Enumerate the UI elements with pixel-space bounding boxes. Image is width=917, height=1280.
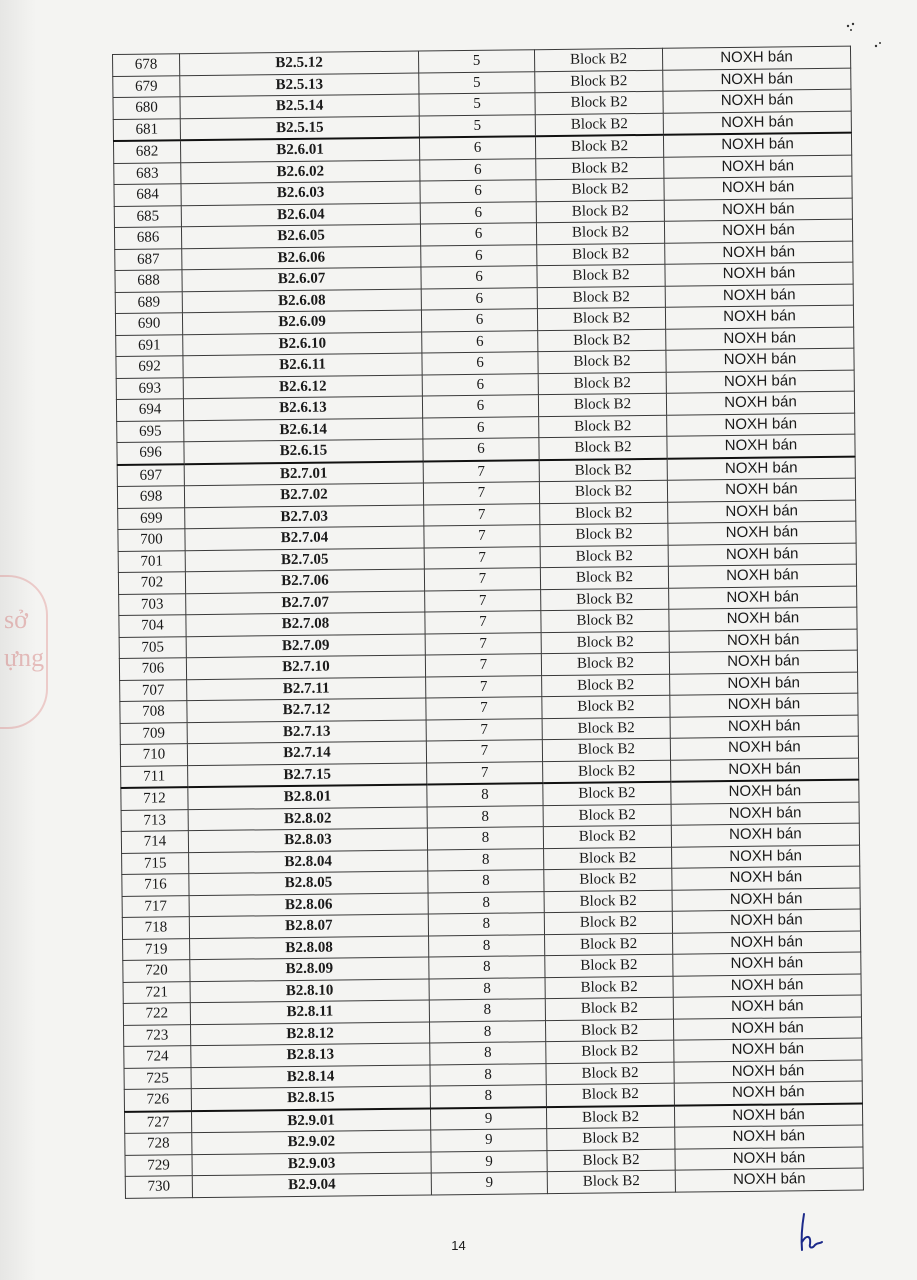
block-cell: Block B2 bbox=[547, 1170, 675, 1193]
block-cell: Block B2 bbox=[537, 264, 665, 287]
housing-type-cell: NOXH bán bbox=[674, 1038, 862, 1062]
housing-type-cell: NOXH bán bbox=[670, 736, 858, 760]
apartment-code-cell: B2.7.05 bbox=[185, 547, 424, 571]
apartment-code-cell: B2.8.03 bbox=[188, 828, 427, 852]
floor-cell: 7 bbox=[424, 525, 540, 548]
housing-type-cell: NOXH bán bbox=[669, 607, 857, 631]
apartment-code-cell: B2.6.08 bbox=[182, 289, 421, 313]
housing-type-cell: NOXH bán bbox=[665, 305, 853, 329]
row-number-cell: 730 bbox=[125, 1176, 192, 1198]
block-cell: Block B2 bbox=[545, 997, 673, 1020]
apartment-code-cell: B2.8.14 bbox=[191, 1064, 430, 1088]
apartment-code-cell: B2.9.04 bbox=[192, 1173, 431, 1197]
row-number-cell: 709 bbox=[120, 722, 187, 744]
block-cell: Block B2 bbox=[539, 458, 667, 481]
row-number-cell: 720 bbox=[123, 960, 190, 982]
floor-cell: 7 bbox=[425, 611, 541, 634]
row-number-cell: 700 bbox=[118, 529, 185, 551]
floor-cell: 6 bbox=[421, 244, 537, 267]
apartment-code-cell: B2.6.01 bbox=[180, 138, 419, 163]
apartment-code-cell: B2.7.14 bbox=[187, 741, 426, 765]
housing-type-cell: NOXH bán bbox=[673, 974, 861, 998]
floor-cell: 8 bbox=[429, 999, 545, 1022]
apartment-code-cell: B2.6.14 bbox=[184, 417, 423, 441]
block-cell: Block B2 bbox=[544, 847, 672, 870]
floor-cell: 6 bbox=[419, 136, 535, 159]
housing-type-cell: NOXH bán bbox=[672, 888, 860, 912]
block-cell: Block B2 bbox=[544, 890, 672, 913]
housing-type-cell: NOXH bán bbox=[671, 780, 859, 804]
housing-type-cell: NOXH bán bbox=[665, 241, 853, 265]
floor-cell: 8 bbox=[428, 870, 544, 893]
row-number-cell: 713 bbox=[121, 809, 188, 831]
apartment-code-cell: B2.7.11 bbox=[187, 676, 426, 700]
row-number-cell: 729 bbox=[125, 1154, 192, 1176]
row-number-cell: 691 bbox=[116, 334, 183, 356]
block-cell: Block B2 bbox=[539, 480, 667, 503]
block-cell: Block B2 bbox=[543, 825, 671, 848]
floor-cell: 7 bbox=[426, 675, 542, 698]
housing-type-cell: NOXH bán bbox=[662, 46, 850, 70]
floor-cell: 7 bbox=[426, 697, 542, 720]
block-cell: Block B2 bbox=[541, 588, 669, 611]
floor-cell: 7 bbox=[425, 654, 541, 677]
housing-type-cell: NOXH bán bbox=[664, 219, 852, 243]
block-cell: Block B2 bbox=[536, 200, 664, 223]
floor-cell: 8 bbox=[429, 977, 545, 1000]
floor-cell: 6 bbox=[420, 158, 536, 181]
apartment-code-cell: B2.8.11 bbox=[190, 1000, 429, 1024]
row-number-cell: 722 bbox=[123, 1003, 190, 1025]
housing-type-cell: NOXH bán bbox=[664, 198, 852, 222]
floor-cell: 7 bbox=[424, 568, 540, 591]
row-number-cell: 701 bbox=[118, 550, 185, 572]
apartment-code-cell: B2.6.11 bbox=[183, 353, 422, 377]
housing-type-cell: NOXH bán bbox=[671, 758, 859, 782]
apartment-code-cell: B2.7.12 bbox=[187, 698, 426, 722]
housing-type-cell: NOXH bán bbox=[667, 478, 855, 502]
housing-type-cell: NOXH bán bbox=[666, 370, 854, 394]
floor-cell: 7 bbox=[424, 546, 540, 569]
row-number-cell: 703 bbox=[119, 593, 186, 615]
housing-type-cell: NOXH bán bbox=[675, 1125, 863, 1149]
apartment-code-cell: B2.6.07 bbox=[182, 267, 421, 291]
housing-type-cell: NOXH bán bbox=[666, 327, 854, 351]
housing-type-cell: NOXH bán bbox=[672, 845, 860, 869]
block-cell: Block B2 bbox=[543, 782, 671, 805]
floor-cell: 7 bbox=[423, 460, 539, 483]
row-number-cell: 688 bbox=[115, 270, 182, 292]
floor-cell: 6 bbox=[422, 395, 538, 418]
floor-cell: 8 bbox=[427, 827, 543, 850]
block-cell: Block B2 bbox=[537, 286, 665, 309]
row-number-cell: 686 bbox=[114, 227, 181, 249]
apartment-code-cell: B2.7.01 bbox=[184, 461, 423, 486]
row-number-cell: 678 bbox=[113, 54, 180, 76]
floor-cell: 8 bbox=[430, 1085, 546, 1108]
block-cell: Block B2 bbox=[541, 609, 669, 632]
apartment-list-table bbox=[112, 46, 864, 1199]
row-number-cell: 697 bbox=[117, 464, 184, 487]
floor-cell: 8 bbox=[427, 805, 543, 828]
row-number-cell: 689 bbox=[115, 291, 182, 313]
floor-cell: 6 bbox=[420, 180, 536, 203]
housing-type-cell: NOXH bán bbox=[666, 348, 854, 372]
row-number-cell: 716 bbox=[122, 874, 189, 896]
apartment-code-cell: B2.6.06 bbox=[182, 246, 421, 270]
housing-type-cell: NOXH bán bbox=[670, 715, 858, 739]
floor-cell: 6 bbox=[422, 330, 538, 353]
apartment-code-cell: B2.9.02 bbox=[192, 1130, 431, 1154]
floor-cell: 6 bbox=[422, 373, 538, 396]
housing-type-cell: NOXH bán bbox=[663, 89, 851, 113]
floor-cell: 5 bbox=[419, 71, 535, 94]
row-number-cell: 717 bbox=[122, 895, 189, 917]
floor-cell: 8 bbox=[428, 848, 544, 871]
stamp-text-2: ựng bbox=[4, 643, 45, 672]
block-cell: Block B2 bbox=[537, 243, 665, 266]
block-cell: Block B2 bbox=[540, 566, 668, 589]
row-number-cell: 687 bbox=[115, 248, 182, 270]
row-number-cell: 696 bbox=[117, 442, 184, 465]
apartment-code-cell: B2.6.05 bbox=[181, 224, 420, 248]
page-number: 14 bbox=[451, 1238, 466, 1253]
floor-cell: 8 bbox=[430, 1063, 546, 1086]
apartment-code-cell: B2.7.10 bbox=[186, 655, 425, 679]
row-number-cell: 695 bbox=[117, 420, 184, 442]
apartment-code-cell: B2.8.12 bbox=[191, 1021, 430, 1045]
floor-cell: 7 bbox=[426, 718, 542, 741]
housing-type-cell: NOXH bán bbox=[663, 133, 851, 157]
apartment-code-cell: B2.6.10 bbox=[183, 332, 422, 356]
apartment-code-cell: B2.7.15 bbox=[188, 762, 427, 787]
row-number-cell: 714 bbox=[121, 831, 188, 853]
floor-cell: 8 bbox=[430, 1042, 546, 1065]
block-cell: Block B2 bbox=[545, 933, 673, 956]
floor-cell: 6 bbox=[421, 287, 537, 310]
block-cell: Block B2 bbox=[540, 545, 668, 568]
block-cell: Block B2 bbox=[546, 1105, 674, 1128]
row-number-cell: 699 bbox=[118, 507, 185, 529]
housing-type-cell: NOXH bán bbox=[671, 802, 859, 826]
floor-cell: 8 bbox=[429, 1020, 545, 1043]
housing-type-cell: NOXH bán bbox=[672, 866, 860, 890]
row-number-cell: 708 bbox=[120, 701, 187, 723]
block-cell: Block B2 bbox=[535, 135, 663, 158]
floor-cell: 8 bbox=[429, 956, 545, 979]
block-cell: Block B2 bbox=[543, 804, 671, 827]
apartment-code-cell: B2.6.12 bbox=[183, 375, 422, 399]
row-number-cell: 685 bbox=[114, 205, 181, 227]
floor-cell: 7 bbox=[426, 740, 542, 763]
block-cell: Block B2 bbox=[536, 178, 664, 201]
row-number-cell: 711 bbox=[121, 765, 188, 788]
floor-cell: 5 bbox=[419, 93, 535, 116]
row-number-cell: 724 bbox=[124, 1046, 191, 1068]
floor-cell: 8 bbox=[427, 783, 543, 806]
housing-type-cell: NOXH bán bbox=[667, 413, 855, 437]
floor-cell: 6 bbox=[420, 201, 536, 224]
block-cell: Block B2 bbox=[535, 70, 663, 93]
block-cell: Block B2 bbox=[544, 868, 672, 891]
block-cell: Block B2 bbox=[538, 329, 666, 352]
floor-cell: 8 bbox=[428, 913, 544, 936]
red-stamp-fragment bbox=[0, 575, 48, 729]
apartment-code-cell: B2.8.06 bbox=[189, 892, 428, 916]
apartment-code-cell: B2.8.07 bbox=[189, 914, 428, 938]
apartment-code-cell: B2.9.01 bbox=[191, 1108, 430, 1133]
block-cell: Block B2 bbox=[534, 48, 662, 71]
housing-type-cell: NOXH bán bbox=[673, 1017, 861, 1041]
floor-cell: 7 bbox=[424, 503, 540, 526]
apartment-code-cell: B2.5.15 bbox=[180, 116, 419, 141]
row-number-cell: 706 bbox=[119, 658, 186, 680]
row-number-cell: 707 bbox=[120, 679, 187, 701]
row-number-cell: 710 bbox=[120, 744, 187, 766]
floor-cell: 5 bbox=[419, 114, 535, 137]
block-cell: Block B2 bbox=[545, 954, 673, 977]
apartment-code-cell: B2.9.03 bbox=[192, 1151, 431, 1175]
row-number-cell: 719 bbox=[123, 938, 190, 960]
housing-type-cell: NOXH bán bbox=[673, 952, 861, 976]
row-number-cell: 704 bbox=[119, 615, 186, 637]
row-number-cell: 705 bbox=[119, 636, 186, 658]
row-number-cell: 702 bbox=[118, 572, 185, 594]
housing-type-cell: NOXH bán bbox=[665, 284, 853, 308]
block-cell: Block B2 bbox=[537, 307, 665, 330]
floor-cell: 7 bbox=[423, 482, 539, 505]
row-number-cell: 679 bbox=[113, 75, 180, 97]
apartment-code-cell: B2.6.15 bbox=[184, 439, 423, 464]
housing-type-cell: NOXH bán bbox=[675, 1147, 863, 1171]
row-number-cell: 684 bbox=[114, 184, 181, 206]
row-number-cell: 690 bbox=[115, 313, 182, 335]
block-cell: Block B2 bbox=[539, 436, 667, 459]
housing-type-cell: NOXH bán bbox=[674, 1081, 862, 1105]
apartment-code-cell: B2.6.09 bbox=[182, 310, 421, 334]
table-body bbox=[113, 46, 864, 1198]
housing-type-cell: NOXH bán bbox=[667, 456, 855, 480]
row-number-cell: 725 bbox=[124, 1067, 191, 1089]
apartment-code-cell: B2.6.03 bbox=[181, 181, 420, 205]
block-cell: Block B2 bbox=[547, 1149, 675, 1172]
housing-type-cell: NOXH bán bbox=[674, 1060, 862, 1084]
floor-cell: 7 bbox=[427, 761, 543, 784]
row-number-cell: 727 bbox=[124, 1111, 191, 1134]
block-cell: Block B2 bbox=[541, 652, 669, 675]
block-cell: Block B2 bbox=[544, 911, 672, 934]
apartment-code-cell: B2.7.06 bbox=[185, 569, 424, 593]
apartment-code-cell: B2.6.02 bbox=[181, 160, 420, 184]
housing-type-cell: NOXH bán bbox=[664, 155, 852, 179]
apartment-code-cell: B2.7.02 bbox=[184, 483, 423, 507]
block-cell: Block B2 bbox=[540, 523, 668, 546]
housing-type-cell: NOXH bán bbox=[663, 111, 851, 135]
block-cell: Block B2 bbox=[538, 393, 666, 416]
block-cell: Block B2 bbox=[542, 674, 670, 697]
apartment-code-cell: B2.8.15 bbox=[191, 1086, 430, 1111]
block-cell: Block B2 bbox=[536, 157, 664, 180]
apartment-code-cell: B2.5.13 bbox=[180, 73, 419, 97]
apartment-code-cell: B2.8.04 bbox=[189, 849, 428, 873]
block-cell: Block B2 bbox=[546, 1062, 674, 1085]
block-cell: Block B2 bbox=[545, 1019, 673, 1042]
apartment-code-cell: B2.7.13 bbox=[187, 719, 426, 743]
row-number-cell: 682 bbox=[113, 140, 180, 163]
row-number-cell: 681 bbox=[113, 118, 180, 141]
apartment-code-cell: B2.6.04 bbox=[181, 203, 420, 227]
apartment-code-cell: B2.7.03 bbox=[185, 504, 424, 528]
row-number-cell: 683 bbox=[114, 162, 181, 184]
apartment-code-cell: B2.8.05 bbox=[189, 871, 428, 895]
housing-type-cell: NOXH bán bbox=[666, 391, 854, 415]
apartment-code-cell: B2.7.09 bbox=[186, 633, 425, 657]
apartment-code-cell: B2.8.09 bbox=[190, 957, 429, 981]
housing-type-cell: NOXH bán bbox=[673, 995, 861, 1019]
floor-cell: 7 bbox=[425, 589, 541, 612]
apartment-code-cell: B2.7.04 bbox=[185, 526, 424, 550]
housing-type-cell: NOXH bán bbox=[667, 434, 855, 458]
apartment-code-cell: B2.5.12 bbox=[180, 51, 419, 75]
floor-cell: 6 bbox=[423, 438, 539, 461]
block-cell: Block B2 bbox=[542, 717, 670, 740]
row-number-cell: 712 bbox=[121, 787, 188, 810]
row-number-cell: 721 bbox=[123, 981, 190, 1003]
floor-cell: 6 bbox=[423, 416, 539, 439]
floor-cell: 9 bbox=[431, 1129, 547, 1152]
housing-type-cell: NOXH bán bbox=[669, 586, 857, 610]
floor-cell: 9 bbox=[431, 1150, 547, 1173]
stamp-text-1: sở bbox=[4, 605, 28, 634]
floor-cell: 9 bbox=[431, 1172, 547, 1195]
apartment-code-cell: B2.8.10 bbox=[190, 978, 429, 1002]
housing-type-cell: NOXH bán bbox=[675, 1168, 863, 1192]
floor-cell: 7 bbox=[425, 632, 541, 655]
apartment-code-cell: B2.5.14 bbox=[180, 94, 419, 118]
block-cell: Block B2 bbox=[539, 415, 667, 438]
block-cell: Block B2 bbox=[535, 91, 663, 114]
block-cell: Block B2 bbox=[546, 1040, 674, 1063]
block-cell: Block B2 bbox=[536, 221, 664, 244]
housing-type-cell: NOXH bán bbox=[673, 931, 861, 955]
row-number-cell: 693 bbox=[116, 377, 183, 399]
row-number-cell: 694 bbox=[116, 399, 183, 421]
housing-type-cell: NOXH bán bbox=[668, 521, 856, 545]
block-cell: Block B2 bbox=[546, 1083, 674, 1106]
apartment-code-cell: B2.8.13 bbox=[191, 1043, 430, 1067]
housing-type-cell: NOXH bán bbox=[663, 68, 851, 92]
row-number-cell: 715 bbox=[122, 852, 189, 874]
block-cell: Block B2 bbox=[541, 631, 669, 654]
floor-cell: 6 bbox=[422, 352, 538, 375]
housing-type-cell: NOXH bán bbox=[668, 543, 856, 567]
housing-type-cell: NOXH bán bbox=[669, 629, 857, 653]
housing-type-cell: NOXH bán bbox=[674, 1103, 862, 1127]
housing-type-cell: NOXH bán bbox=[668, 564, 856, 588]
housing-type-cell: NOXH bán bbox=[664, 176, 852, 200]
block-cell: Block B2 bbox=[542, 738, 670, 761]
housing-type-cell: NOXH bán bbox=[670, 693, 858, 717]
block-cell: Block B2 bbox=[538, 372, 666, 395]
handwritten-initial-signature bbox=[798, 1212, 828, 1252]
row-number-cell: 726 bbox=[124, 1089, 191, 1112]
apartment-code-cell: B2.8.02 bbox=[188, 806, 427, 830]
apartment-code-cell: B2.7.08 bbox=[186, 612, 425, 636]
row-number-cell: 692 bbox=[116, 356, 183, 378]
floor-cell: 8 bbox=[429, 934, 545, 957]
apartment-code-cell: B2.8.08 bbox=[190, 935, 429, 959]
apartment-code-cell: B2.8.01 bbox=[188, 784, 427, 809]
row-number-cell: 680 bbox=[113, 97, 180, 119]
floor-cell: 5 bbox=[418, 50, 534, 73]
block-cell: Block B2 bbox=[538, 350, 666, 373]
row-number-cell: 723 bbox=[124, 1024, 191, 1046]
housing-type-cell: NOXH bán bbox=[671, 823, 859, 847]
apartment-code-cell: B2.7.07 bbox=[186, 590, 425, 614]
housing-type-cell: NOXH bán bbox=[672, 909, 860, 933]
floor-cell: 8 bbox=[428, 891, 544, 914]
block-cell: Block B2 bbox=[542, 695, 670, 718]
housing-type-cell: NOXH bán bbox=[670, 672, 858, 696]
apartment-code-cell: B2.6.13 bbox=[183, 396, 422, 420]
block-cell: Block B2 bbox=[543, 760, 671, 783]
block-cell: Block B2 bbox=[545, 976, 673, 999]
row-number-cell: 718 bbox=[122, 917, 189, 939]
floor-cell: 6 bbox=[421, 309, 537, 332]
housing-type-cell: NOXH bán bbox=[665, 262, 853, 286]
row-number-cell: 698 bbox=[117, 486, 184, 508]
floor-cell: 6 bbox=[420, 223, 536, 246]
floor-cell: 9 bbox=[430, 1107, 546, 1130]
floor-cell: 6 bbox=[421, 266, 537, 289]
housing-type-cell: NOXH bán bbox=[669, 650, 857, 674]
row-number-cell: 728 bbox=[125, 1133, 192, 1155]
block-cell: Block B2 bbox=[547, 1127, 675, 1150]
block-cell: Block B2 bbox=[535, 113, 663, 136]
block-cell: Block B2 bbox=[540, 502, 668, 525]
housing-type-cell: NOXH bán bbox=[668, 500, 856, 524]
